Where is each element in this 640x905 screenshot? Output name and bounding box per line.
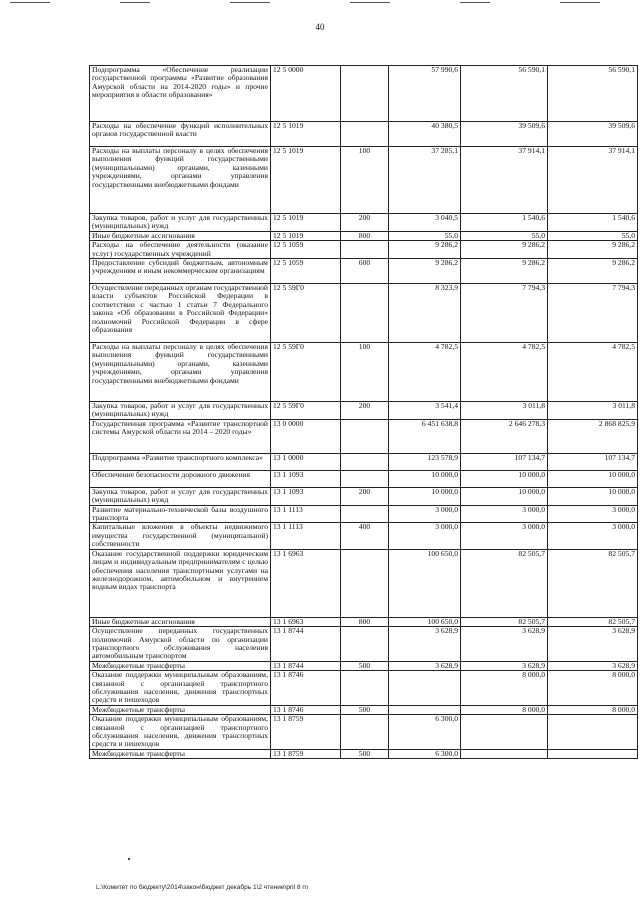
row-code: 13 1 8759 bbox=[271, 715, 341, 750]
table-row bbox=[90, 66, 638, 122]
row-code: 12 5 1059 bbox=[271, 241, 341, 259]
row-name: Оказание государственной поддержки юридическим лицам и индивидуальным предпринимателям с целью обеспечения населения транспортными услугами на железнодорожном, автомобильном и внутреннем водным видах транспорта bbox=[90, 549, 271, 617]
row-value-1: 37 285,1 bbox=[389, 147, 461, 214]
row-code: 12 5 1019 bbox=[271, 147, 341, 214]
row-name: Расходы на выплаты персоналу в целях обеспечения выполнения функций государственными (муниципальными) органами, казенными учреждениями, органами управления государственными внебюджетными фондами bbox=[90, 147, 271, 214]
row-name: Закупка товаров, работ и услуг для государственных (муниципальных) нужд bbox=[90, 402, 271, 420]
table-row bbox=[90, 549, 638, 617]
row-value-2: 8 000,0 bbox=[461, 671, 548, 706]
row-value-3: 9 286,2 bbox=[548, 241, 638, 259]
row-name: Подпрограмма «Развитие транспортного комплекса» bbox=[90, 453, 271, 470]
row-type: 500 bbox=[341, 705, 389, 714]
row-type: 400 bbox=[341, 523, 389, 549]
table-row bbox=[90, 259, 638, 284]
row-code: 13 1 8744 bbox=[271, 661, 341, 670]
row-value-1: 3 628,9 bbox=[389, 627, 461, 662]
row-type: 600 bbox=[341, 259, 389, 284]
row-code: 13 1 1113 bbox=[271, 505, 341, 523]
row-type: 200 bbox=[341, 402, 389, 420]
row-type: 500 bbox=[341, 749, 389, 758]
row-value-3: 7 794,3 bbox=[548, 284, 638, 343]
row-value-2: 9 286,2 bbox=[461, 241, 548, 259]
row-value-3: 3 000,0 bbox=[548, 505, 638, 523]
row-type bbox=[341, 284, 389, 343]
row-value-3: 107 134,7 bbox=[548, 453, 638, 470]
row-code: 12 5 59Г0 bbox=[271, 343, 341, 402]
row-name: Осуществление переданных органам государственной власти субъектов Российской Федерации в соответствии с частью 1 статьи 7 Федерального закона «Об образовании в Российской Федерации» полномочий Российской Федерации в сфере образования bbox=[90, 284, 271, 343]
row-type: 200 bbox=[341, 214, 389, 232]
row-value-1: 57 990,6 bbox=[389, 66, 461, 122]
row-value-3 bbox=[548, 715, 638, 750]
row-value-3: 3 000,0 bbox=[548, 523, 638, 549]
row-name: Закупка товаров, работ и услуг для государственных (муниципальных) нужд bbox=[90, 214, 271, 232]
row-value-2: 107 134,7 bbox=[461, 453, 548, 470]
row-value-1: 123 578,9 bbox=[389, 453, 461, 470]
table-row bbox=[90, 122, 638, 147]
row-value-1: 6 451 638,8 bbox=[389, 419, 461, 453]
row-name: Расходы на обеспечение функций исполнительных органов государственной власти bbox=[90, 122, 271, 147]
row-value-3: 3 011,8 bbox=[548, 402, 638, 420]
row-code: 13 1 1093 bbox=[271, 487, 341, 505]
row-value-1: 100 650,0 bbox=[389, 617, 461, 626]
row-name: Расходы на обеспечение деятельности (оказание услуг) государственных учреждений bbox=[90, 241, 271, 259]
row-code: 13 1 8746 bbox=[271, 705, 341, 714]
stray-mark bbox=[128, 858, 130, 860]
row-value-2: 9 286,2 bbox=[461, 259, 548, 284]
row-code: 12 5 1019 bbox=[271, 122, 341, 147]
row-value-2: 4 782,5 bbox=[461, 343, 548, 402]
row-code: 13 1 1093 bbox=[271, 470, 341, 487]
row-value-2: 56 590,1 bbox=[461, 66, 548, 122]
row-value-2: 7 794,3 bbox=[461, 284, 548, 343]
table-row bbox=[90, 470, 638, 487]
row-name: Иные бюджетные ассигнования bbox=[90, 617, 271, 626]
row-value-3: 3 628,9 bbox=[548, 627, 638, 662]
row-type bbox=[341, 419, 389, 453]
row-value-3: 56 590,1 bbox=[548, 66, 638, 122]
row-value-3: 8 000,0 bbox=[548, 705, 638, 714]
row-value-1: 6 300,0 bbox=[389, 749, 461, 758]
budget-table bbox=[89, 65, 638, 759]
row-value-3: 82 505,7 bbox=[548, 617, 638, 626]
row-value-1: 4 782,5 bbox=[389, 343, 461, 402]
row-type: 200 bbox=[341, 487, 389, 505]
row-type: 500 bbox=[341, 661, 389, 670]
table-row bbox=[90, 523, 638, 549]
table-row bbox=[90, 147, 638, 214]
row-value-2 bbox=[461, 715, 548, 750]
table-row bbox=[90, 453, 638, 470]
row-code: 12 5 0000 bbox=[271, 66, 341, 122]
row-value-2: 82 505,7 bbox=[461, 549, 548, 617]
row-value-1: 10 000,0 bbox=[389, 487, 461, 505]
table-row bbox=[90, 671, 638, 706]
row-type bbox=[341, 549, 389, 617]
row-value-2: 2 646 278,3 bbox=[461, 419, 548, 453]
row-code: 13 1 8759 bbox=[271, 749, 341, 758]
row-value-3: 39 509,6 bbox=[548, 122, 638, 147]
row-type bbox=[341, 470, 389, 487]
row-type bbox=[341, 122, 389, 147]
row-name: Подпрограмма «Обеспечение реализации государственной программы «Развитие образования Амурской области на 2014-2020 годы» и прочие мероприятия в области образования» bbox=[90, 66, 271, 122]
row-value-2 bbox=[461, 749, 548, 758]
row-value-3: 2 868 825,9 bbox=[548, 419, 638, 453]
page-number: 40 bbox=[315, 22, 325, 32]
table-row bbox=[90, 284, 638, 343]
table-row bbox=[90, 419, 638, 453]
row-value-3: 10 000,0 bbox=[548, 487, 638, 505]
row-code: 13 1 1113 bbox=[271, 523, 341, 549]
row-type: 100 bbox=[341, 147, 389, 214]
row-value-1: 9 286,2 bbox=[389, 241, 461, 259]
row-value-3: 1 540,6 bbox=[548, 214, 638, 232]
row-type bbox=[341, 715, 389, 750]
row-code: 13 1 8744 bbox=[271, 627, 341, 662]
row-name: Развитие материально-технической базы воздушного транспорта bbox=[90, 505, 271, 523]
row-value-1: 3 541,4 bbox=[389, 402, 461, 420]
table-row bbox=[90, 241, 638, 259]
row-value-1: 6 300,0 bbox=[389, 715, 461, 750]
row-value-3: 55,0 bbox=[548, 231, 638, 240]
footer-file-path: L:\Комитет по бюджету\2014\закон\бюджет декабрь 1\2 чтение\pril 8 rn bbox=[96, 884, 309, 891]
table-row bbox=[90, 627, 638, 662]
row-type bbox=[341, 241, 389, 259]
row-name: Расходы на выплаты персоналу в целях обеспечения выполнения функций государственными (муниципальными) органами, казенными учреждениями, органами управления государственными внебюджетными фондами bbox=[90, 343, 271, 402]
row-value-3: 8 000,0 bbox=[548, 671, 638, 706]
row-value-1: 100 650,0 bbox=[389, 549, 461, 617]
row-value-3 bbox=[548, 749, 638, 758]
row-name: Государственная программа «Развитие транспортной системы Амурской области на 2014 – 2020 годы» bbox=[90, 419, 271, 453]
table-row bbox=[90, 343, 638, 402]
row-value-3: 10 000,0 bbox=[548, 470, 638, 487]
row-value-2: 10 000,0 bbox=[461, 487, 548, 505]
row-type: 800 bbox=[341, 617, 389, 626]
row-value-1: 3 628,9 bbox=[389, 661, 461, 670]
budget-table-body bbox=[90, 66, 638, 759]
row-code: 13 1 6963 bbox=[271, 617, 341, 626]
row-name: Межбюджетные трансферты bbox=[90, 749, 271, 758]
row-value-2: 1 540,6 bbox=[461, 214, 548, 232]
row-value-1: 3 000,0 bbox=[389, 523, 461, 549]
row-value-3: 4 782,5 bbox=[548, 343, 638, 402]
row-value-1 bbox=[389, 671, 461, 706]
row-value-2: 8 000,0 bbox=[461, 705, 548, 714]
row-type bbox=[341, 671, 389, 706]
table-row bbox=[90, 402, 638, 420]
row-value-2: 55,0 bbox=[461, 231, 548, 240]
row-value-3: 3 628,9 bbox=[548, 661, 638, 670]
row-value-3: 37 914,1 bbox=[548, 147, 638, 214]
row-value-1: 55,0 bbox=[389, 231, 461, 240]
row-name: Обеспечение безопасности дорожного движения bbox=[90, 470, 271, 487]
row-type bbox=[341, 505, 389, 523]
row-code: 13 1 6963 bbox=[271, 549, 341, 617]
row-name: Осуществление переданных государственных полномочий Амурской области по организации транспортного обслуживания населения автомобильным транспортом bbox=[90, 627, 271, 662]
row-name: Предоставление субсидий бюджетным, автономным учреждениям и иным некоммерческим организациям bbox=[90, 259, 271, 284]
row-code: 12 5 1019 bbox=[271, 214, 341, 232]
row-type: 100 bbox=[341, 343, 389, 402]
table-row bbox=[90, 214, 638, 232]
table-row bbox=[90, 715, 638, 750]
row-value-2: 3 628,9 bbox=[461, 661, 548, 670]
row-type bbox=[341, 453, 389, 470]
row-value-3: 82 505,7 bbox=[548, 549, 638, 617]
row-code: 12 5 1059 bbox=[271, 259, 341, 284]
row-value-1: 3 000,0 bbox=[389, 505, 461, 523]
row-value-1: 10 000,0 bbox=[389, 470, 461, 487]
table-row bbox=[90, 749, 638, 758]
row-type bbox=[341, 66, 389, 122]
row-code: 13 1 0000 bbox=[271, 453, 341, 470]
table-row bbox=[90, 487, 638, 505]
row-name: Оказание поддержки муниципальным образованиям, связанной с организацией транспортного обслуживания населения, движения транспортных средств и пешеходов bbox=[90, 671, 271, 706]
row-value-3: 9 286,2 bbox=[548, 259, 638, 284]
row-value-2: 3 628,9 bbox=[461, 627, 548, 662]
row-code: 13 1 8746 bbox=[271, 671, 341, 706]
row-name: Оказание поддержки муниципальным образованиям, связанной с организацией транспортного обслуживания населения, движения транспортных средств и пешеходов bbox=[90, 715, 271, 750]
row-value-2: 3 011,8 bbox=[461, 402, 548, 420]
row-value-1: 40 380,5 bbox=[389, 122, 461, 147]
row-code: 12 5 1019 bbox=[271, 231, 341, 240]
row-value-2: 82 505,7 bbox=[461, 617, 548, 626]
row-value-1: 3 040,5 bbox=[389, 214, 461, 232]
top-edge-marks bbox=[0, 0, 640, 6]
row-value-2: 39 509,6 bbox=[461, 122, 548, 147]
row-value-2: 10 000,0 bbox=[461, 470, 548, 487]
row-type bbox=[341, 627, 389, 662]
row-code: 12 5 59Г0 bbox=[271, 402, 341, 420]
row-value-1: 8 323,9 bbox=[389, 284, 461, 343]
row-code: 12 5 59Г0 bbox=[271, 284, 341, 343]
row-name: Капитальные вложения в объекты недвижимого имущества государственной (муниципальной) собственности bbox=[90, 523, 271, 549]
row-value-2: 3 000,0 bbox=[461, 505, 548, 523]
row-value-2: 37 914,1 bbox=[461, 147, 548, 214]
row-name: Межбюджетные трансферты bbox=[90, 661, 271, 670]
row-value-2: 3 000,0 bbox=[461, 523, 548, 549]
row-name: Межбюджетные трансферты bbox=[90, 705, 271, 714]
row-name: Закупка товаров, работ и услуг для государственных (муниципальных) нужд bbox=[90, 487, 271, 505]
row-name: Иные бюджетные ассигнования bbox=[90, 231, 271, 240]
row-type: 800 bbox=[341, 231, 389, 240]
table-row bbox=[90, 505, 638, 523]
row-code: 13 0 0000 bbox=[271, 419, 341, 453]
row-value-1: 9 286,2 bbox=[389, 259, 461, 284]
